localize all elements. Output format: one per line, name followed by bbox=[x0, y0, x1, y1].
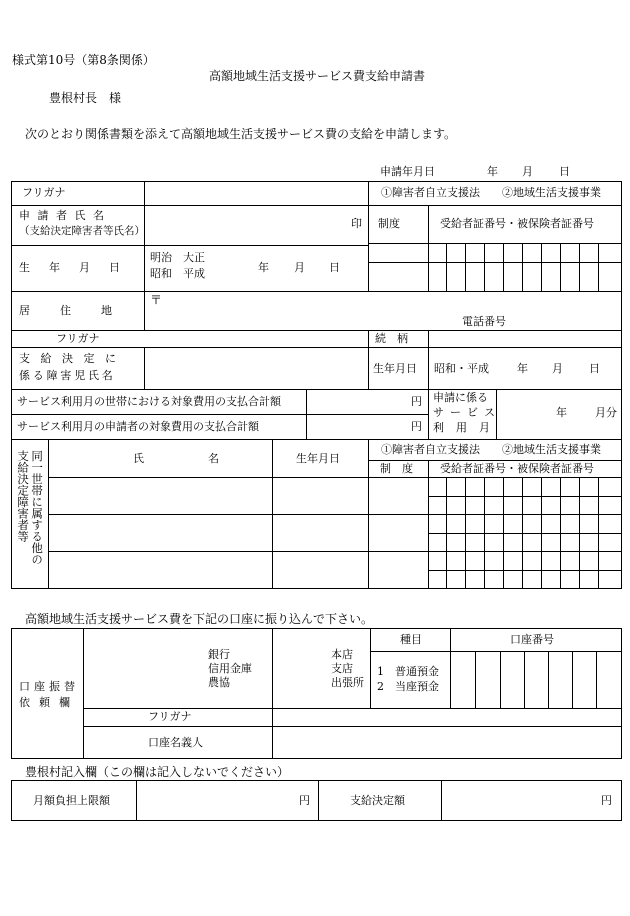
bank-label-1: 口座振替 bbox=[19, 680, 79, 693]
form-number: 様式第10号（第8条関係） bbox=[12, 53, 155, 67]
others-law-option-1[interactable]: ①障害者自立支援法 bbox=[381, 443, 480, 456]
institution-agri-coop[interactable]: 農協 bbox=[208, 676, 230, 689]
date-month: 月 bbox=[522, 165, 533, 178]
addressee: 豊根村長 様 bbox=[49, 91, 122, 105]
office-use-title: 豊根村記入欄（この欄は記入しないでください） bbox=[25, 765, 290, 779]
child-era-options[interactable]: 昭和・平成 bbox=[434, 362, 489, 375]
birth-date-label: 生年月日 bbox=[19, 261, 139, 274]
child-birth-month: 月 bbox=[552, 362, 563, 375]
service-year-label: 年 bbox=[556, 406, 567, 419]
limit-label: 月額負担上限額 bbox=[33, 794, 110, 807]
service-month-label-2: サービス bbox=[433, 406, 501, 419]
others-row-1-name[interactable] bbox=[50, 479, 270, 512]
account-type-checking[interactable]: 2 当座預金 bbox=[377, 680, 439, 693]
system-field[interactable] bbox=[369, 245, 427, 290]
others-birth-header: 生年月日 bbox=[296, 452, 340, 465]
institution-bank[interactable]: 銀行 bbox=[208, 648, 230, 661]
postal-mark: 〒 bbox=[150, 293, 163, 307]
branch-head[interactable]: 本店 bbox=[331, 648, 353, 661]
applicant-name-field[interactable] bbox=[147, 208, 347, 242]
account-type-ordinary[interactable]: 1 普通預金 bbox=[377, 665, 439, 678]
child-furigana-field[interactable] bbox=[147, 332, 367, 346]
era-options-1[interactable]: 明治 大正 bbox=[150, 251, 205, 264]
service-month-label-3: 利用月 bbox=[433, 421, 502, 434]
form-title: 高額地域生活支援サービス費支給申請書 bbox=[209, 69, 426, 83]
account-type-header: 種目 bbox=[400, 633, 422, 646]
holder-furigana-label: フリガナ bbox=[148, 710, 192, 723]
limit-yen: 円 bbox=[299, 794, 310, 807]
applicant-name-label: 申請者氏名 bbox=[19, 209, 112, 222]
birth-month-label: 月 bbox=[294, 261, 305, 274]
institution-credit-union[interactable]: 信用金庫 bbox=[208, 662, 252, 675]
decision-label: 支給決定額 bbox=[350, 794, 405, 807]
applicant-total-field[interactable] bbox=[309, 417, 409, 437]
applicant-total-yen: 円 bbox=[411, 420, 422, 433]
child-birth-day: 日 bbox=[589, 362, 600, 375]
child-birth-label: 生年月日 bbox=[373, 362, 417, 375]
household-total-label: サービス利用月の世帯における対象費用の支払合計額 bbox=[17, 395, 281, 408]
others-name-header: 氏 名 bbox=[133, 452, 233, 465]
law-option-2[interactable]: ②地域生活支援事業 bbox=[502, 186, 601, 199]
date-year: 年 bbox=[487, 165, 498, 178]
intro-text: 次のとおり関係書類を添えて高額地域生活支援サービス費の支給を申請します。 bbox=[25, 127, 457, 141]
child-name-label-2: 係る障害児氏名 bbox=[19, 369, 116, 382]
account-number-field[interactable] bbox=[452, 653, 620, 706]
child-name-label-1: 支給決定に bbox=[19, 352, 127, 365]
branch-branch[interactable]: 支店 bbox=[331, 662, 353, 675]
account-number-header: 口座番号 bbox=[510, 633, 554, 646]
others-row-3-name[interactable] bbox=[50, 553, 270, 587]
date-day: 日 bbox=[559, 165, 570, 178]
others-row-2-name[interactable] bbox=[50, 516, 270, 549]
residence-field[interactable] bbox=[166, 294, 616, 328]
decision-yen: 円 bbox=[601, 794, 612, 807]
bank-intro: 高額地域生活支援サービス費を下記の口座に振り込んで下さい。 bbox=[25, 612, 374, 626]
system-label: 制度 bbox=[378, 217, 400, 230]
others-label-col1: 支給決定障害者等 bbox=[16, 450, 31, 542]
service-month-unit: 月分 bbox=[595, 406, 617, 419]
application-date-label: 申請年月日 bbox=[380, 165, 435, 178]
law-option-1[interactable]: ①障害者自立支援法 bbox=[381, 186, 480, 199]
service-month-label-1: 申請に係る bbox=[433, 391, 488, 404]
furigana-label: フリガナ bbox=[22, 186, 66, 199]
cert-number-label: 受給者証番号・被保険者証番号 bbox=[440, 217, 594, 230]
account-holder-label: 口座名義人 bbox=[148, 736, 203, 749]
birth-year-label: 年 bbox=[258, 261, 269, 274]
account-holder-field[interactable] bbox=[275, 729, 619, 757]
others-law-option-2[interactable]: ②地域生活支援事業 bbox=[502, 443, 601, 456]
cert-number-field[interactable] bbox=[429, 245, 621, 290]
child-birth-year: 年 bbox=[517, 362, 528, 375]
bank-label-2: 依頼欄 bbox=[19, 696, 79, 709]
era-options-2[interactable]: 昭和 平成 bbox=[150, 267, 205, 280]
household-total-field[interactable] bbox=[309, 392, 409, 412]
relationship-field[interactable] bbox=[431, 332, 619, 346]
holder-furigana-field[interactable] bbox=[275, 710, 619, 725]
child-furigana-label: フリガナ bbox=[56, 332, 100, 345]
others-cert-header: 受給者証番号・被保険者証番号 bbox=[440, 462, 594, 475]
household-total-yen: 円 bbox=[411, 395, 422, 408]
applicant-total-label: サービス利用月の申請者の対象費用の支払合計額 bbox=[17, 420, 259, 433]
residence-label: 居住地 bbox=[19, 304, 142, 317]
others-system-header: 制 度 bbox=[380, 462, 413, 475]
branch-office[interactable]: 出張所 bbox=[331, 676, 364, 689]
furigana-field[interactable] bbox=[147, 185, 367, 203]
birth-day-label: 日 bbox=[329, 261, 340, 274]
relationship-label: 続 柄 bbox=[375, 332, 408, 345]
others-label-col2: 同一世帯に属する他の bbox=[30, 450, 45, 565]
phone-label: 電話番号 bbox=[462, 315, 506, 328]
child-name-field[interactable] bbox=[147, 350, 367, 387]
seal-mark: 印 bbox=[351, 217, 362, 230]
applicant-name-sublabel: （支給決定障害者等氏名） bbox=[19, 225, 145, 237]
